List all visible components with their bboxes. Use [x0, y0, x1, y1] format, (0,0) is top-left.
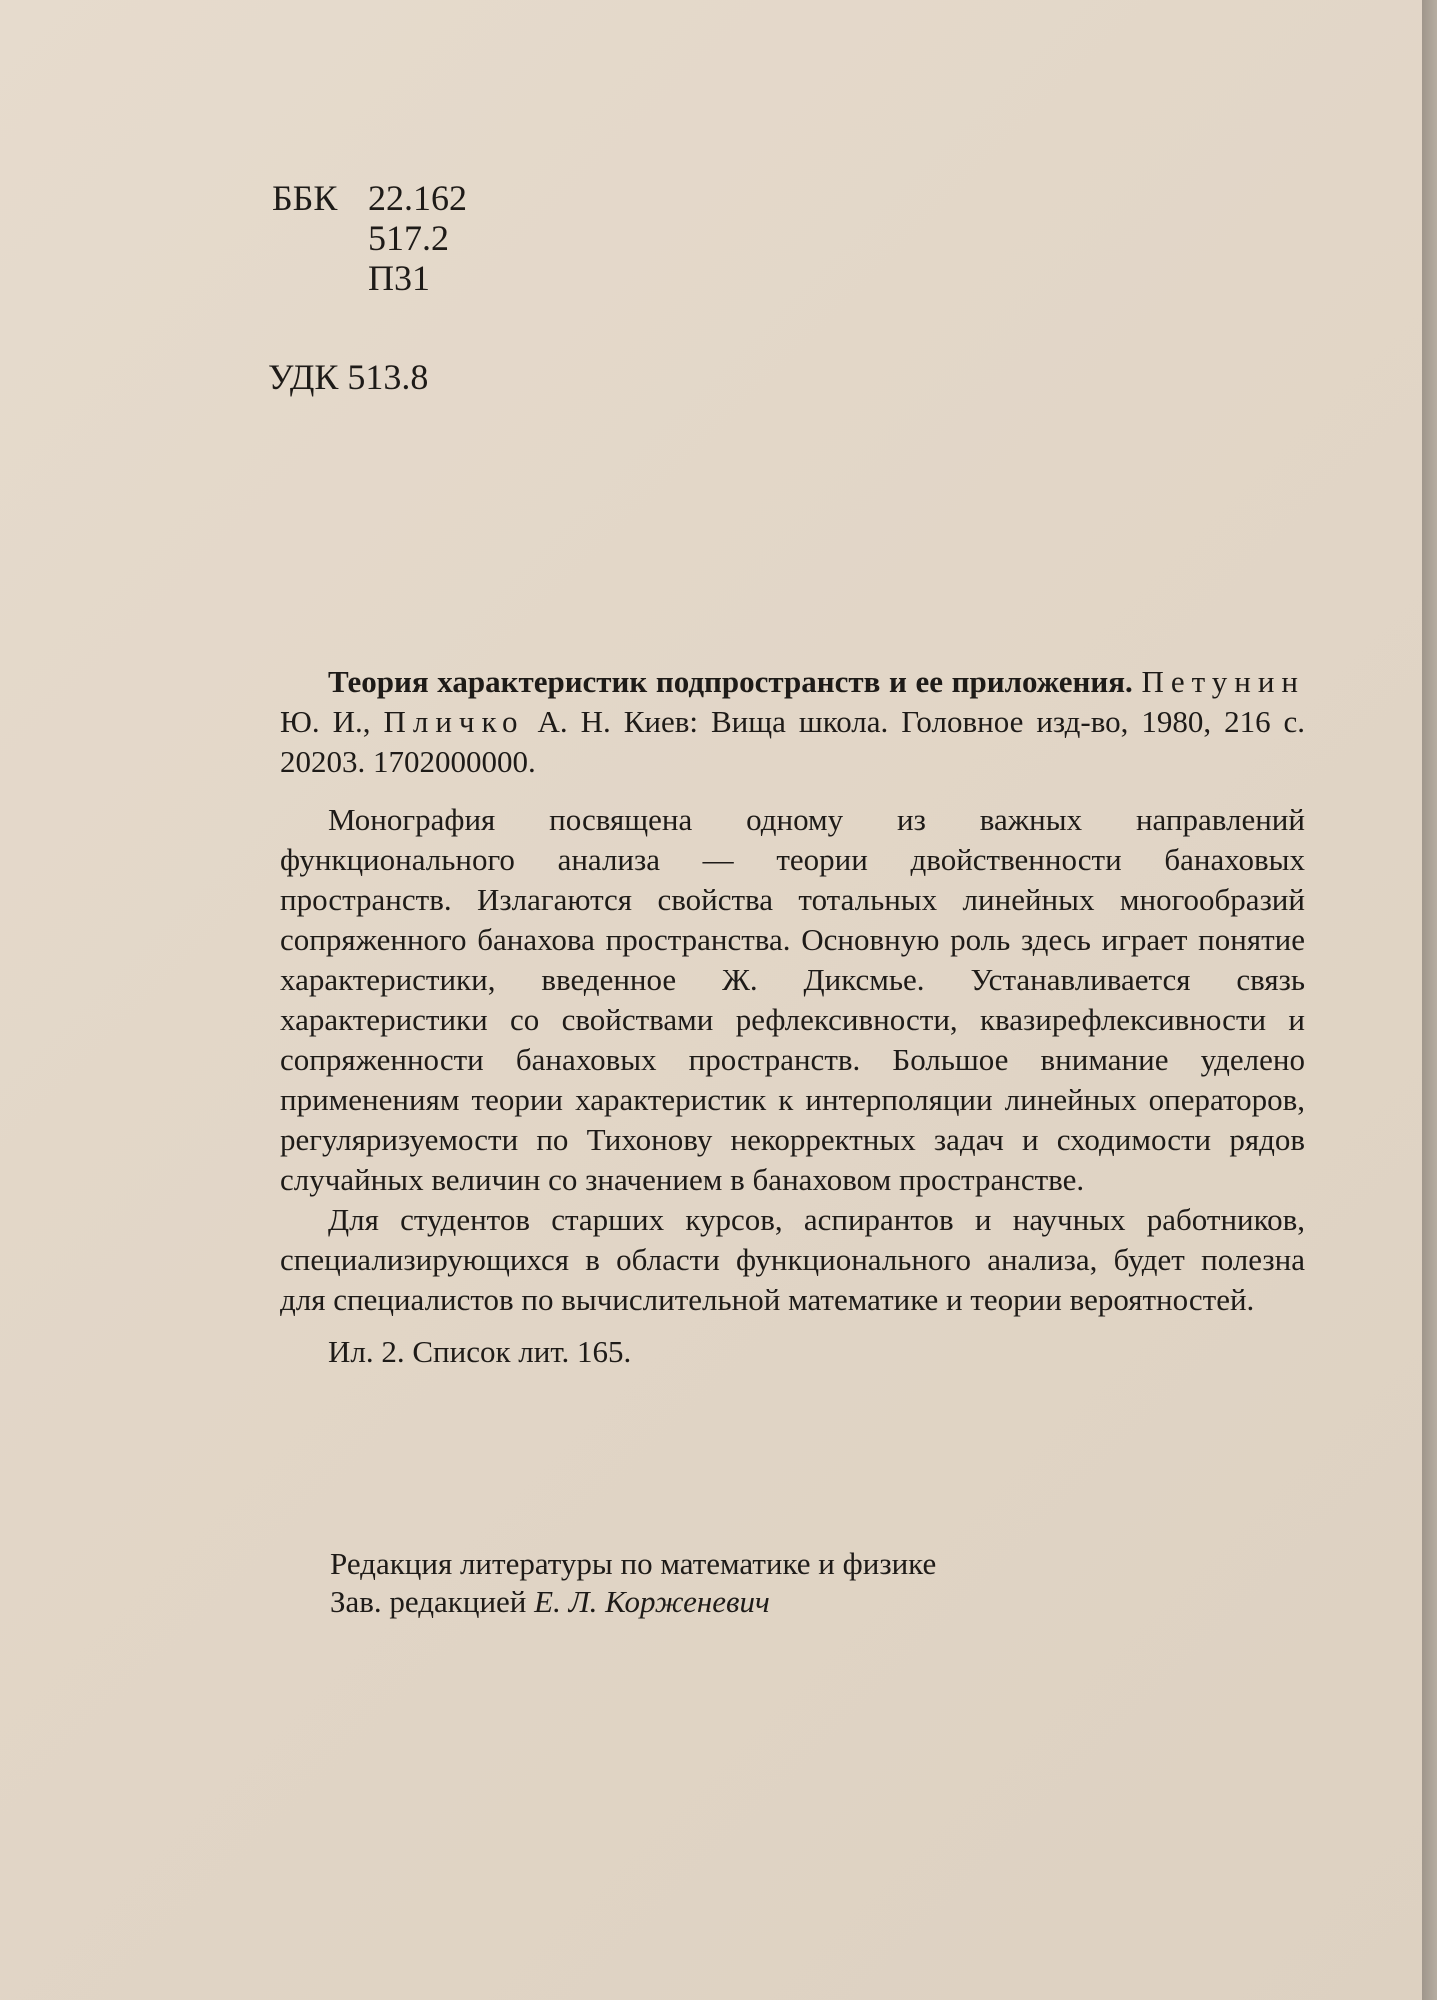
bbk-code-3: П31 [368, 258, 430, 298]
editorial-info [330, 1545, 936, 1621]
author-2-surname: Пличко [383, 704, 525, 739]
editorial-department: Редакция литературы по математике и физике [330, 1546, 937, 1581]
editor-name: Е. Л. Корженевич [534, 1584, 770, 1619]
annotation-block [280, 662, 1305, 1372]
editorial-head-label: Зав. редакцией [330, 1584, 527, 1619]
publication-details: Киев: Вища школа. Головное изд-во, 1980, 216 с. 20203. 1702000000. [280, 704, 1306, 779]
page-edge-shadow [1422, 0, 1437, 2000]
udk-classification: УДК 513.8 [268, 357, 429, 397]
author-1-initials: Ю. И., [280, 704, 371, 739]
abstract-paragraph: Монография посвящена одному из важных направлений функционального анализа — теории двойственности банаховых пространств. Излагаются свойства тотальных линейных многообразий сопряженного банахова пространства. Основную роль здесь играет понятие характеристики, введенное Ж. Диксмье. Устанавливается связь характеристики со свойствами рефлексивности, квазирефлексивности и сопряженности банаховых пространств. Большое внимание уделено применениям теории характеристик к интерполяции линейных операторов, регуляризуемости по Тихонову некорректных задач и сходимости рядов случайных величин со значением в банаховом пространстве. [280, 802, 1305, 1197]
bbk-code-1: 22.162 [368, 178, 467, 218]
editorial-head [330, 1583, 936, 1621]
bbk-label: ББК [272, 178, 338, 218]
author-1-surname: Петунин [1141, 664, 1305, 699]
book-title: Теория характеристик подпространств и ее приложения. [328, 664, 1133, 699]
illustrations-references-count: Ил. 2. Список лит. 165. [328, 1334, 632, 1369]
bibliographic-citation [280, 662, 1305, 782]
author-2-initials: А. Н. [537, 704, 611, 739]
bbk-classification [272, 178, 467, 298]
audience-paragraph: Для студентов старших курсов, аспирантов и научных работников, специализирующихся в области функционального анализа, будет полезна для специалистов по вычислительной математике и теории вероятностей. [280, 1202, 1305, 1317]
bbk-code-2: 517.2 [368, 218, 449, 258]
